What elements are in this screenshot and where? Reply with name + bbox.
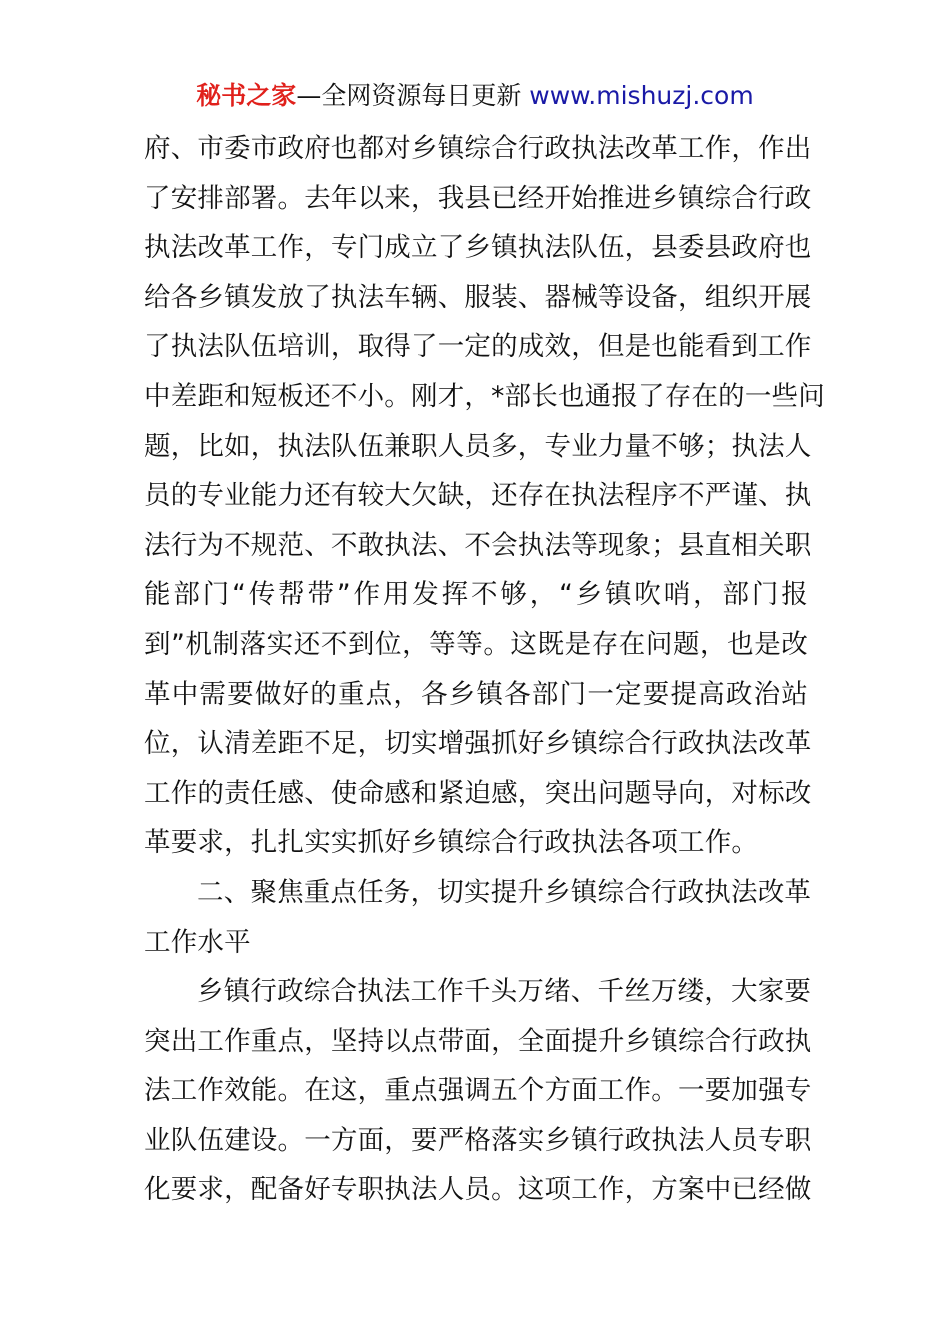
section-heading-continued: 工作水平 bbox=[144, 926, 251, 958]
text-line: 工作的责任感、使命感和紧迫感，突出问题导向，对标改 bbox=[144, 777, 812, 809]
text-line: 给各乡镇发放了执法车辆、服装、器械等设备，组织开展 bbox=[144, 281, 812, 313]
text-line: 革要求，扎扎实实抓好乡镇综合行政执法各项工作。 bbox=[144, 827, 759, 859]
text-line: 位，认清差距不足，切实增强抓好乡镇综合行政执法改革 bbox=[144, 728, 812, 760]
text-line: 业队伍建设。一方面，要严格落实乡镇行政执法人员专职 bbox=[144, 1124, 812, 1156]
site-url-link[interactable]: www.mishuzj.com bbox=[529, 81, 754, 110]
document-body bbox=[144, 124, 825, 1215]
text-line: 突出工作重点，坚持以点带面，全面提升乡镇综合行政执 bbox=[144, 1025, 812, 1057]
text-line: 革中需要做好的重点，各乡镇各部门一定要提高政治站 bbox=[144, 678, 808, 710]
text-line: 执法改革工作，专门成立了乡镇执法队伍，县委县政府也 bbox=[144, 232, 812, 264]
text-line: 能部门“传帮带”作用发挥不够，“乡镇吹哨，部门报 bbox=[144, 579, 808, 611]
text-line: 乡镇行政综合执法工作千头万绪、千丝万缕，大家要 bbox=[197, 976, 812, 1008]
text-line: 题，比如，执法队伍兼职人员多，专业力量不够；执法人 bbox=[144, 430, 812, 462]
text-line: 了安排部署。去年以来，我县已经开始推进乡镇综合行政 bbox=[144, 182, 812, 214]
text-line: 中差距和短板还不小。刚才，*部长也通报了存在的一些问 bbox=[144, 380, 825, 412]
text-line: 了执法队伍培训，取得了一定的成效，但是也能看到工作 bbox=[144, 331, 812, 363]
text-line: 到”机制落实还不到位，等等。这既是存在问题，也是改 bbox=[144, 628, 808, 660]
text-line: 员的专业能力还有较大欠缺，还存在执法程序不严谨、执 bbox=[144, 480, 812, 512]
site-tagline: —全网资源每日更新 bbox=[296, 81, 530, 110]
text-line: 法行为不规范、不敢执法、不会执法等现象；县直相关职 bbox=[144, 529, 812, 561]
site-header bbox=[0, 78, 950, 114]
text-line: 化要求，配备好专职执法人员。这项工作，方案中已经做 bbox=[144, 1174, 812, 1206]
site-brand: 秘书之家 bbox=[196, 81, 297, 110]
text-line: 法工作效能。在这，重点强调五个方面工作。一要加强专 bbox=[144, 1075, 812, 1107]
text-line: 府、市委市政府也都对乡镇综合行政执法改革工作，作出 bbox=[144, 133, 812, 164]
section-heading: 二、聚焦重点任务，切实提升乡镇综合行政执法改革 bbox=[197, 876, 812, 908]
